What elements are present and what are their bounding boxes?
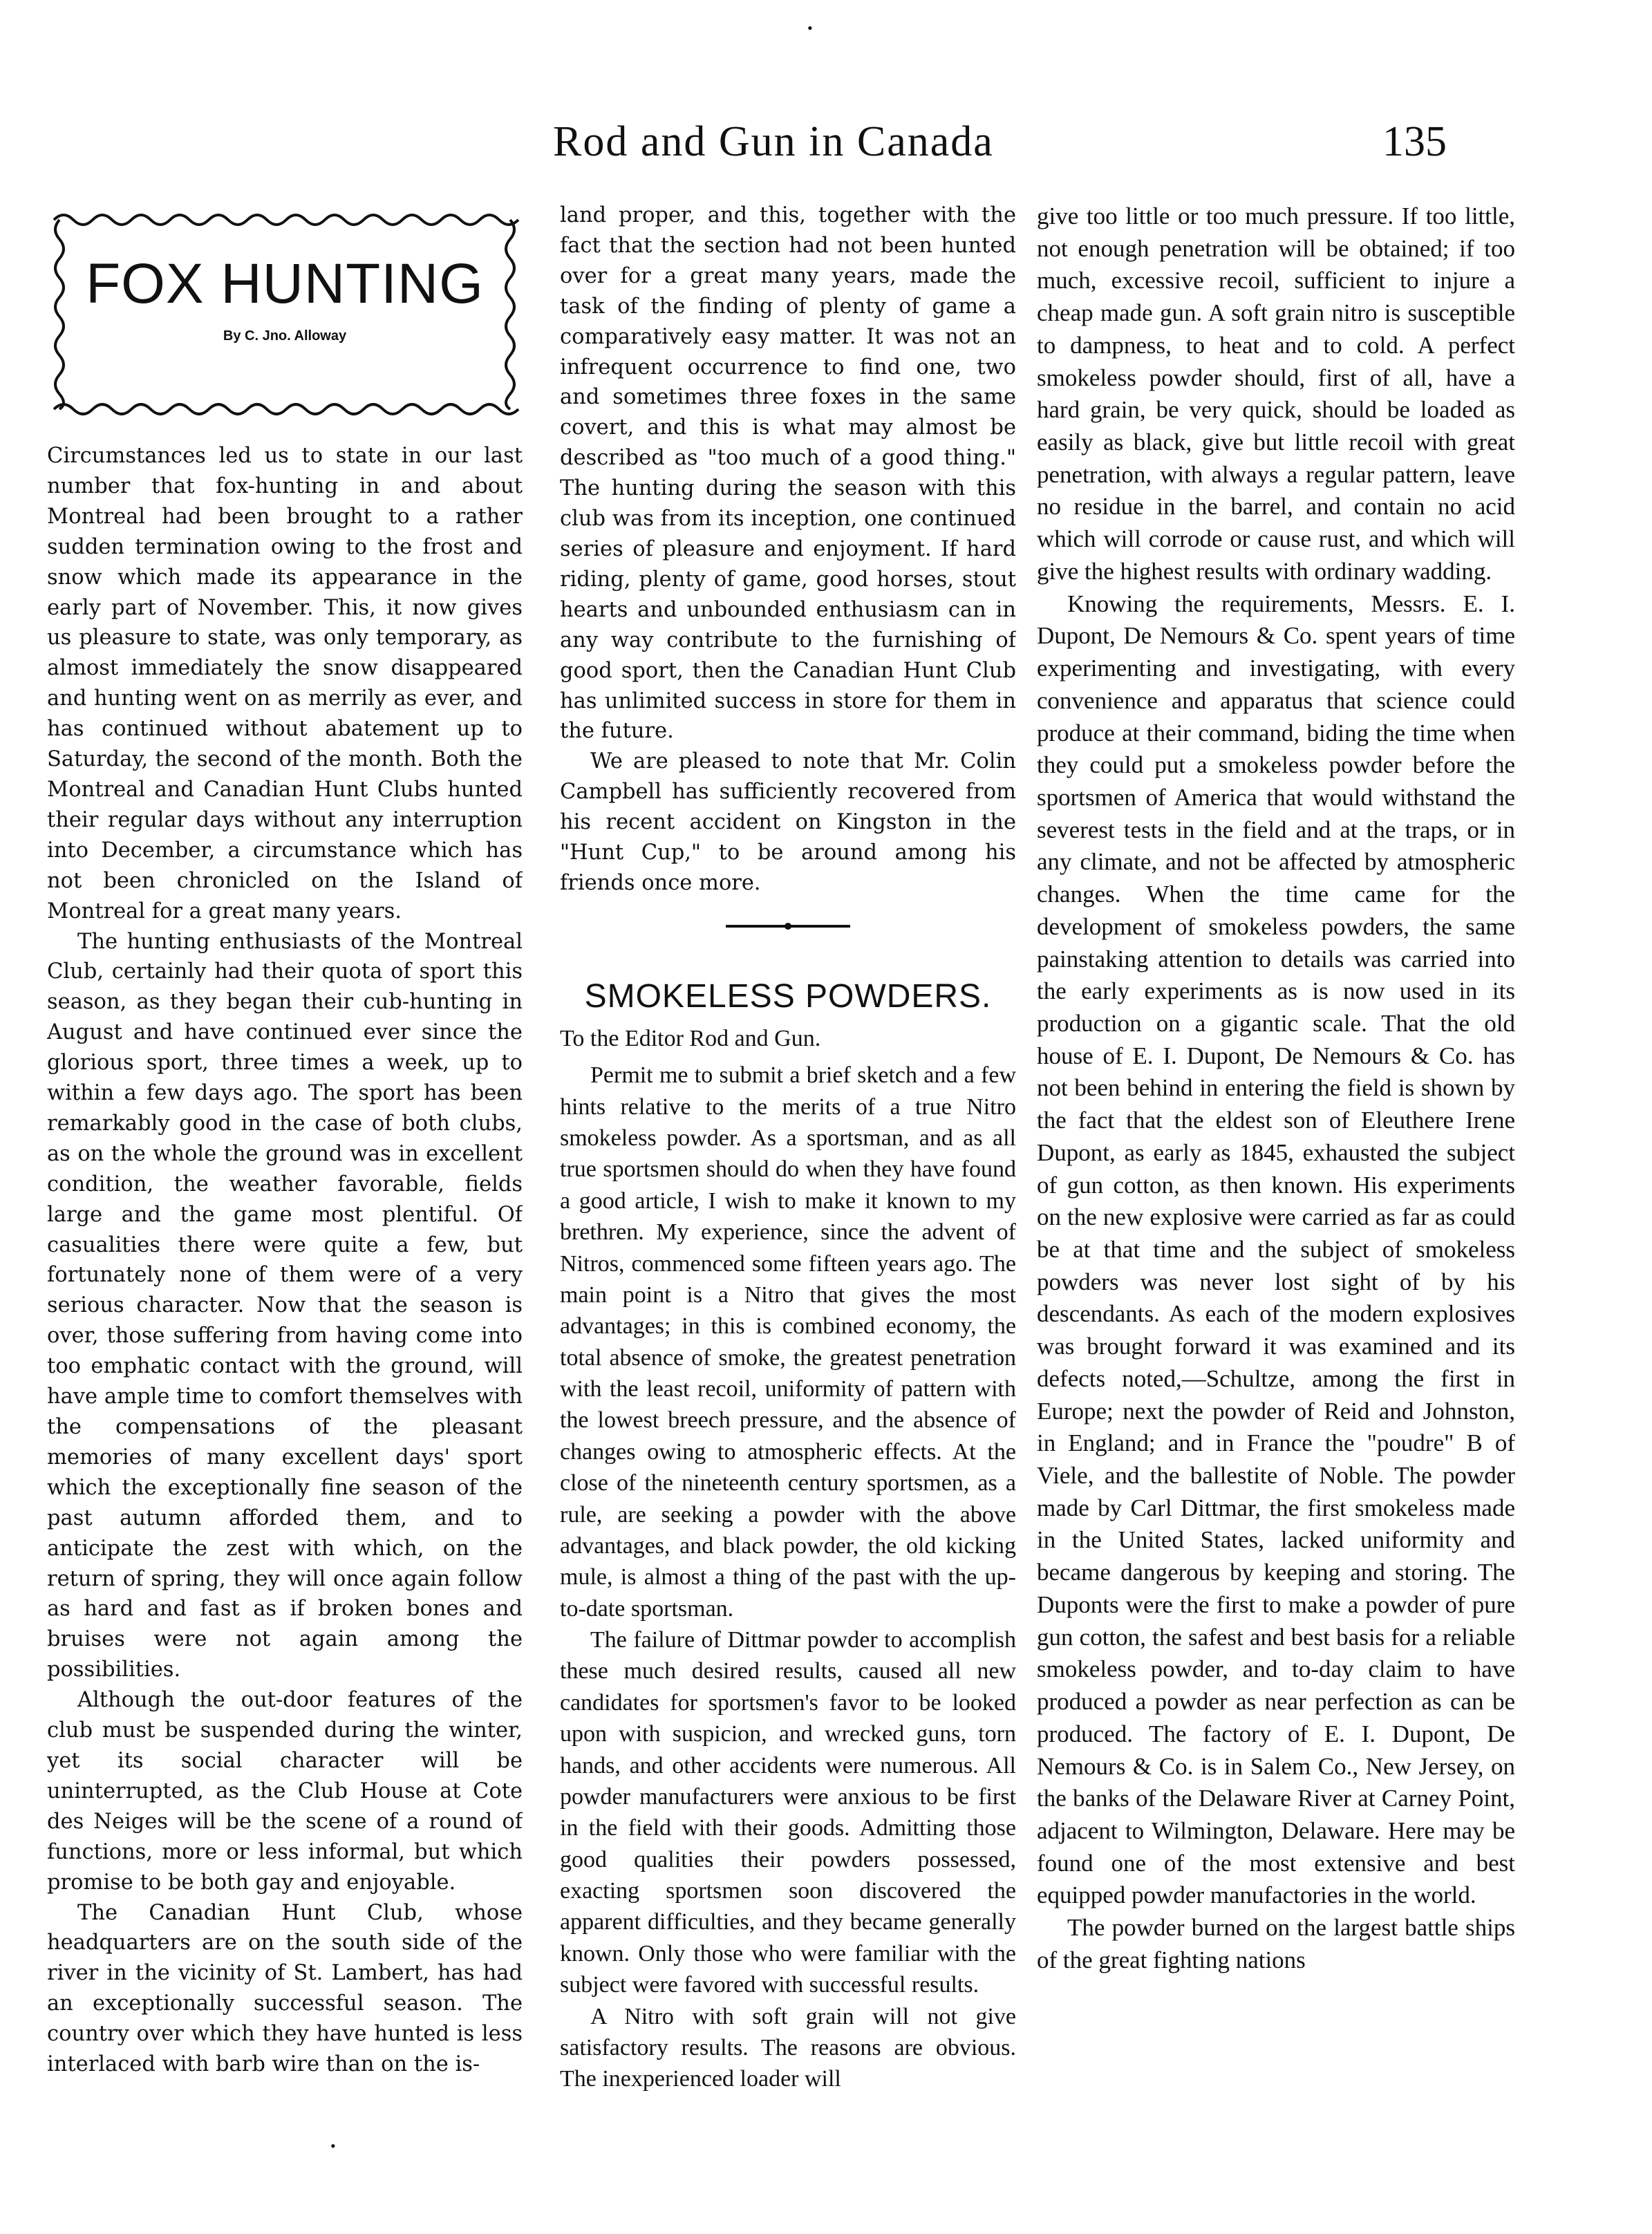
scan-speck: • <box>807 19 813 37</box>
article-paragraph-continued: give too little or too much pressure. If too little, not enough penetration will be obtained; if too much, excessive recoil, sufficient to injure a cheap made gun. A soft grain nitro is susceptible to dampness, to heat and to cold. A perfect smokeless powder should, first of all, have a hard grain, be very quick, should be loaded as easily as black, give but little recoil with great penetration, with always a regular pattern, leave no residue in the barrel, and contain no acid which will corrode or cause rust, and which will give the highest results with ordinary wadding. <box>1037 203 1515 585</box>
section-divider <box>560 919 1016 947</box>
article-paragraph: We are pleased to note that Mr. Colin Campbell has sufficiently recovered from his recent accident on Kingston in the "Hunt Cup," to be around among his friends once more. <box>560 749 1016 895</box>
article-salutation: To the Editor Rod and Gun. <box>560 1025 821 1051</box>
article-paragraph-continued: land proper, and this, together with the fact that the section had not been hunted over for a great many years, made the task of the finding of plenty of game a comparatively easy matter. It was not an infrequent occurrence to find one, two and sometimes three foxes in the same covert, and this is what may almost be described as "too much of a good thing." The hunting during the season with this club was from its inception, one continued series of pleasure and enjoyment. If hard riding, plenty of game, good horses, stout hearts and unbounded enthusiasm can in any way contribute to the furnishing of good sport, then the Canadian Hunt Club has unlimited success in store for them in the future. <box>560 203 1016 744</box>
running-header <box>0 118 1652 180</box>
column-2 <box>560 200 1016 2205</box>
article-paragraph: Although the out-door features of the club must be suspended during the winter, yet its social character will be uninterrupted, as the Club House at Cote des Neiges will be the scene of a round of functions, more or less informal, but which promise to be both gay and enjoyable. <box>47 1688 523 1895</box>
journal-title: Rod and Gun in Canada <box>553 118 994 165</box>
column-1 <box>47 200 523 2205</box>
column-3 <box>1037 200 1515 2205</box>
article-paragraph: Permit me to submit a brief sketch and a few hints relative to the merits of a true Nitro smokeless powder. As a sportsman, and as all true sportsmen should do when they have found a good article, I wish to make it known to my brethren. My experience, since the advent of Nitros, commenced some fifteen years ago. The main point is a Nitro that gives the most advantages; in this is combined economy, the total absence of smoke, the greatest penetration with the least recoil, uniformity of pattern with the lowest breech pressure, and the absence of changes owing to atmospheric effects. At the close of the nineteenth century sportsmen, as a rule, are seeking a powder with the above advantages, and black powder, the old kicking mule, is almost a thing of the past with the up-to-date sportsman. <box>560 1062 1016 1622</box>
article-paragraph: Circumstances led us to state in our last number that fox-hunting in and about Montreal had been brought to a rather sudden termination owing to the frost and snow which made its appearance in the early part of November. This, it now gives us pleasure to state, was only temporary, as almost immediately the snow disappeared and hunting went on as merrily as ever, and has continued without abatement up to Saturday, the second of the month. Both the Montreal and Canadian Hunt Clubs hunted their regular days without any interruption into December, a circumstance which has not been chronicled on the Island of Montreal for a great many years. <box>47 444 523 923</box>
scan-speck: • <box>330 2137 336 2155</box>
article-paragraph: Knowing the requirements, Messrs. E. I. Dupont, De Nemours & Co. spent years of time experimenting and investigating, with every convenience and apparatus that science could produce at their command, biding the time when they could put a smokeless powder before the sportsmen of America that would withstand the severest tests in the field and at the traps, or in any climate, and not be affected by atmospheric changes. When the time came for the development of smokeless powders, the same painstaking attention to details was carried into the early experiments as is now used in its production on a gigantic scale. That the old house of E. I. Dupont, De Nemours & Co. has not been behind in entering the field is shown by the fact that the eldest son of Eleuthere Irene Dupont, as early as 1845, exhausted the subject of gun cotton, as then known. His experiments on the new explosive were carried as far as could be at that time and the subject of smokeless powders was never lost sight of by his descendants. As each of the modern explosives was brought forward it was examined and its defects noted,—Schultze, among the first in Europe; next the powder of Reid and Johnston, in England; and in France the "poudre" B of Viele, and the ballestite of Noble. The powder made by Carl Dittmar, the first smokeless made in the United States, lacked uniformity and became dangerous by keeping and storing. The Duponts were the first to make a powder of pure gun cotton, the safest and best basis for a reliable smokeless powder, and to-day claim to have produced a powder as near perfection as can be produced. The factory of E. I. Dupont, De Nemours & Co. is in Salem Co., New Jersey, on the banks of the Delaware River at Carney Point, adjacent to Wilmington, Delaware. Here may be found one of the most extensive and best equipped powder manufactories in the world. <box>1037 590 1515 1909</box>
page-number: 135 <box>1382 118 1447 165</box>
article-title-smokeless-powders: SMOKELESS POWDERS. <box>584 977 992 1015</box>
article-byline: By C. Jno. Alloway <box>223 328 347 344</box>
article-paragraph: A Nitro with soft grain will not give satisfactory results. The reasons are obvious. The inexperienced loader will <box>560 2003 1016 2092</box>
article-paragraph: The failure of Dittmar powder to accomplish these much desired results, caused all new candidates for sportsmen's favor to be looked upon with suspicion, and wrecked guns, torn hands, and other accidents were numerous. All powder manufacturers were anxious to be first in the field with their goods. Admitting those good qualities their powders possessed, exacting sportsmen soon discovered the apparent difficulties, and they became generally known. Only those who were familiar with the subject were favored with successful results. <box>560 1627 1016 1998</box>
smokeless-powders-article <box>560 975 1016 2095</box>
article-paragraph: The powder burned on the largest battle ships of the great fighting nations <box>1037 1914 1515 1973</box>
article-title-fox-hunting: FOX HUNTING <box>86 252 484 315</box>
article-paragraph: The hunting enthusiasts of the Montreal Club, certainly had their quota of sport this season, as they began their cub-hunting in August and have continued ever since the glorious sport, three times a week, up to within a few days ago. The sport has been remarkably good in the case of both clubs, as on the whole the ground was in excellent condition, the weather favorable, fields large and the game most plentiful. Of casualities there were quite a few, but fortunately none of them were of a very serious character. Now that the season is over, those suffering from having come into too emphatic contact with the ground, will have ample time to comfort themselves with the compensations of the pleasant memories of many excellent days' sport which the exceptionally fine season of the past autumn afforded them, and to anticipate the zest with which, on the return of spring, they will once again follow as hard and fast as if broken bones and bruises were not again among the possibilities. <box>47 929 523 1682</box>
fox-hunting-title-box <box>47 200 523 429</box>
divider-ornament-icon <box>726 919 850 933</box>
article-paragraph: The Canadian Hunt Club, whose headquarters are on the south side of the river in the vicinity of St. Lambert, has had an exceptionally successful season. The country over which they have hunted is less interlaced with barb wire than on the is- <box>47 1900 523 2077</box>
